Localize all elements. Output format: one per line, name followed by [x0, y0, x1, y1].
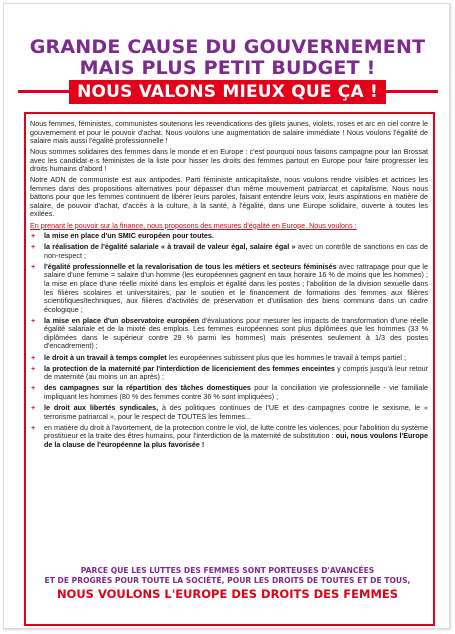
paragraph-2: Nous sommes solidaires des femmes dans le monde et en Europe : c'est pourquoi nous faisons campagne pour Ian Brossat avec les candidat·e·s féministes de la liste pour hisser les droits des femmes partout en Europe pour faire progresser les droits humains d'abord ! — [30, 147, 428, 174]
plus-icon: + — [31, 242, 36, 252]
plus-icon: + — [31, 422, 36, 432]
measure-bold: la réalisation de l'égalité salariale « à travail de valeur égal, salaire égal » — [44, 242, 296, 252]
paragraph-3: Notre ADN de communiste est aux antipodes. Parti féministe anticapitaliste, nous voulons rendre visibles et actrices les femmes dans des propositions alternatives pour dépasser d'un même mouvement patriarcat et capitalisme. Nous nous battons pour que les femmes continuent de libérer leurs paroles, faisant entendre leurs voix, leurs aspirations en matière de salaire, de pouvoir d'achat, d'accès à la culture, à la santé, à l'égalité, dans une Europe solidaire, ouverte à toutes les exilées. — [30, 175, 428, 219]
measure-text: d'évaluations pour mesurer les impacts de transformation d'une réelle égalité salariale et de la mixité des emplois. Les femmes européennes sont plus diplômées que les hommes (33 % diplômées dans le supérieur contre 29 % parmi les hommes) mais présentes seulement à 1/3 des postes d'encadrement) ; — [44, 315, 428, 351]
list-item — [30, 424, 428, 450]
measure-text: les européennes subissent plus que les hommes le travail à temps partiel ; — [166, 352, 406, 362]
list-item — [30, 384, 428, 401]
measure-text: avec rattrapage pour que le salaire d'une femme = salaire d'un homme (les européennes gagnent en taux horaire 16 % de moins que les hommes) ; la mise en place d'une réelle mixité dans les emplois et égalité dans les postes ; l'abolition de la division sexuelle dans les filières scolaires et universitaires, par le soutien et le financement de formations des femmes aux filières scientifiques/techniques, aux filières d'activités de préservation et d'utilisation des biens communs dans un cadre écologique ; — [44, 261, 429, 314]
measures-intro: En prenant le pouvoir sur la finance, nous proposons des mesures d'égalité en Europe. Nous voulons : — [30, 220, 357, 230]
plus-icon: + — [31, 315, 36, 325]
measure-text: y compris jusqu'à leur retour de maternité (au moins un an après) ; — [44, 363, 429, 382]
footer-line-3: NOUS VOULONS L'EUROPE DES DROITS DES FEMMES — [56, 587, 399, 601]
plus-icon: + — [31, 231, 36, 241]
measure-text: à des politiques continues de l'UE et des campagnes contre le sexisme, le « terrorisme patriarcal », pour le respect de TOUTES les femmes... — [44, 403, 428, 421]
measure-bold: le droit à un travail à temps complet — [44, 352, 167, 362]
body-text — [30, 120, 428, 452]
list-item — [30, 317, 428, 351]
measure-text: avec un contrôle de sanctions en cas de non-respect ; — [44, 242, 428, 260]
list-item — [30, 243, 428, 260]
footer-line-1: PARCE QUE LES LUTTES DES FEMMES SONT PORTEUSES D'AVANCÉES — [80, 566, 375, 575]
list-item — [30, 354, 428, 363]
measure-bold: la mise en place d'un SMIC européen pour toutes. — [44, 231, 214, 241]
plus-icon: + — [31, 261, 36, 271]
measure-bold-tail: oui, nous voulons l'Europe de la clause de l'européenne la plus favorisée ! — [44, 431, 428, 449]
footer-slogan — [24, 566, 431, 601]
banner: NOUS VALONS MIEUX QUE ÇA ! — [69, 80, 386, 104]
measure-bold: des campagnes sur la répartition des tâches domestiques — [44, 383, 251, 393]
plus-icon: + — [31, 383, 36, 393]
plus-icon: + — [31, 403, 36, 413]
measure-bold: la protection de la maternité par l'interdiction de licenciement des femmes enceintes — [44, 363, 335, 373]
list-item — [30, 232, 428, 241]
footer-line-2: ET DE PROGRÈS POUR TOUTE LA SOCIÉTÉ, POUR LES DROITS DE TOUTES ET DE TOUS, — [44, 576, 411, 585]
plus-icon: + — [31, 363, 36, 373]
measure-text: pour la conciliation vie professionnelle - vie familiale impliquant les hommes (80 % des femmes contre 36 % sont impliquées) ; — [44, 383, 428, 401]
headline-line-2: MAIS PLUS PETIT BUDGET ! — [79, 57, 376, 79]
banner-wrap — [0, 80, 455, 104]
measure-bold: la mise en place d'un observatoire européen — [44, 315, 200, 325]
measure-text: en matière du droit à l'avortement, de la protection contre le viol, de lutte contre les violences, pour l'abolition du système prostitueur et la traite des êtres humains, pour l'interdiction de la maternité de substitution : — [44, 422, 428, 441]
list-item — [30, 263, 428, 314]
measures-list — [30, 232, 428, 449]
list-item — [30, 404, 428, 421]
measure-bold: l'égalité professionnelle et la revalorisation de tous les métiers et secteurs féminisés — [44, 261, 337, 271]
measure-bold: le droit aux libertés syndicales, — [44, 403, 159, 413]
paragraph-1: Nous femmes, féministes, communistes soutenons les revendications des gilets jaunes, violets, roses et arc en ciel contre le gouvernement et pour le pouvoir d'achat. Nous voulons une augmentation de salaire immédiate ! Nous voulons l'égalité de salaire mais aussi l'égalité professionnelle ! — [30, 119, 428, 146]
list-item — [30, 365, 428, 382]
plus-icon: + — [31, 352, 36, 362]
headline-line-1: GRANDE CAUSE DU GOUVERNEMENT — [29, 36, 426, 58]
